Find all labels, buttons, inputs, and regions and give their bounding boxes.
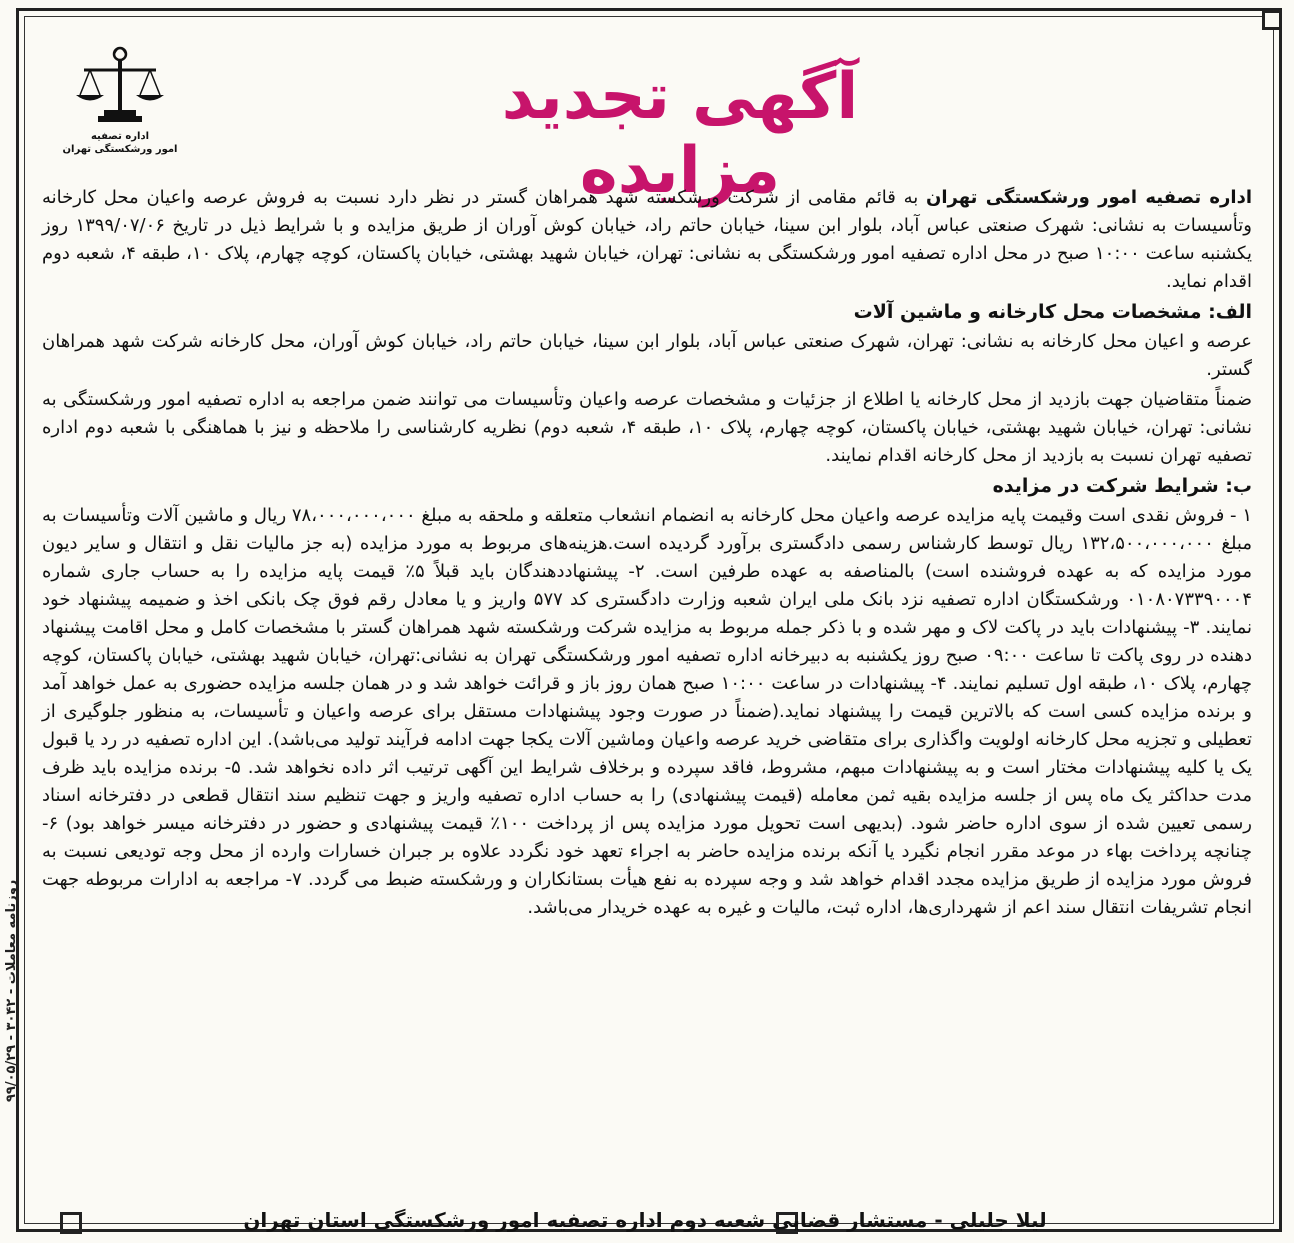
notice-body	[42, 184, 1252, 924]
logo-line-1: اداره تصفیه	[90, 131, 150, 142]
section-b-heading: ب: شرایط شرکت در مزایده	[992, 475, 1252, 497]
org-logo	[60, 40, 180, 170]
section-b-paragraph: ۱ - فروش نقدی است وقیمت پایه مزایده عرصه واعیان محل کارخانه به انضمام انشعاب متعلقه و ملحقه به مبلغ ۷۸،۰۰۰،۰۰۰،۰۰۰ ریال و ماشین آلات وتأسیسات به مبلغ ۱۳۲،۵۰۰،۰۰۰،۰۰۰ ریال توسط کارشناس رسمی دادگستری برآورد گردیده است.هزینه‌های مربوط به مورد مزایده (به جز مالیات نقل و انتقال و سایر دیون مورد مزایده که به عهده فروشنده است) بالمناصفه به عهده طرفین است. ۲- پیشنهاددهندگان باید قبلاً ۵٪ قیمت پایه مزایده را به حساب جاری شماره ۰۱۰۸۰۷۳۳۹۰۰۰۴ ورشکستگان اداره تصفیه نزد بانک ملی ایران شعبه وزارت دادگستری کد ۵۷۷ واریز و یا معادل رقم فوق چک بانکی اخذ و ضمیمه پیشنهاد خود نمایند. ۳- پیشنهادات باید در پاکت لاک و مهر شده و با ذکر جمله مربوط به مزایده شرکت ورشکسته شهد همراهان گستر با مشخصات کامل و محل اقامت پیشنهاد دهنده در روی پاکت تا ساعت ۰۹:۰۰ صبح روز یکشنبه به دبیرخانه اداره تصفیه امور ورشکستگی تهران به نشانی:تهران، خیابان شهید بهشتی، خیابان پاکستان، کوچه چهارم، پلاک ۱۰، طبقه اول تسلیم نمایند. ۴- پیشنهادات در ساعت ۱۰:۰۰ صبح همان روز باز و قرائت خواهد شد و در همان جلسه مزایده حضوری به عمل خواهد آمد و برنده مزایده کسی است که بالاترین قیمت را پیشنهاد نماید.(ضمناً در صورت وجود پیشنهادات مستقل برای عرصه واعیان و تأسیسات، به منظور جلوگیری از تعطیلی و تجزیه محل کارخانه اولویت واگذاری برای متقاضی خرید عرصه واعیان وماشین آلات یکجا جهت ادامه فرآیند تولید می‌باشد). این اداره تصفیه در رد یا قبول یک یا کلیه پیشنهادات مختار است و به پیشنهادات مبهم، مشروط، فاقد سپرده و برخلاف شرایط این آگهی ترتیب اثر داده نخواهد شد. ۵- برنده مزایده باید ظرف مدت حداکثر یک ماه پس از جلسه مزایده بقیه ثمن معامله (قیمت پیشنهادی) را به حساب اداره تصفیه واریز و جهت تنظیم سند انتقال قطعی در دفترخانه اسناد رسمی تعیین شده از سوی اداره حاضر شود. (بدیهی است تحویل مورد مزایده پس از پرداخت ۱۰۰٪ قیمت پیشنهادی و حضور در دفترخانه میسر خواهد بود) ۶- چنانچه پرداخت بهاء در موعد مقرر انجام نگیرد یا آنکه برنده مزایده حاضر به اجراء تعهد خود نگردد علاوه بر جبران خسارات وارده از محل وجه تودیعی نسبت به فروش مورد مزایده از طریق مزایده مجدد اقدام خواهد شد و وجه سپرده به نفع هیأت بستانکاران و ورشکسته ضبط می گردد. ۷- مراجعه به ادارات مربوطه جهت انجام تشریفات انتقال سند اعم از شهرداری‌ها، اداره ثبت، مالیات و غیره به عهده خریدار می‌باشد.	[42, 505, 1253, 918]
scales-of-justice-icon	[70, 40, 170, 130]
newspaper-label: روزنامه معاملات - ۳۰۴۲ - ۹۹/۰۵/۲۹	[4, 880, 19, 1103]
section-a-paragraph-2: ضمناً متقاضیان جهت بازدید از محل کارخانه یا اطلاع از جزئیات و مشخصات عرصه واعیان وتأسیسات می توانند ضمن مراجعه به اداره تصفیه امور ورشکستگی به نشانی: تهران، خیابان شهید بهشتی، خیابان پاکستان، کوچه چهارم، پلاک ۱۰، طبقه ۴، شعبه دوم) نظریه کارشناسی را ملاحظه و نیز با هماهنگی با شعبه دوم اداره تصفیه تهران نسبت به بازدید از محل کارخانه اقدام نمایند.	[42, 389, 1252, 466]
corner-ornament	[1262, 10, 1282, 30]
signature-line: لیلا جلیلی - مستشار قضایی شعبه دوم اداره تصفیه امور ورشکستگی استان تهران	[243, 1208, 1047, 1232]
intro-text: به قائم مقامی از شرکت ورشکسته شهد همراهان گستر در نظر دارد نسبت به فروش عرصه واعیان محل کارخانه وتأسیسات به نشانی: شهرک صنعتی عباس آباد، بلوار ابن سینا، خیابان حاتم راد، خیابان کوش آوران از طریق مزایده و با شرایط ذیل در تاریخ ۱۳۹۹/۰۷/۰۶ روز یکشنبه ساعت ۱۰:۰۰ صبح در محل اداره تصفیه امور ورشکستگی به نشانی: تهران، خیابان شهید بهشتی، خیابان پاکستان، کوچه چهارم، پلاک ۱۰، طبقه ۴، شعبه دوم اقدام نماید.	[42, 187, 1252, 292]
intro-paragraph	[42, 184, 1252, 296]
page-title: آگهی تجدید مزایده	[501, 60, 859, 208]
section-a-paragraph-1: عرصه و اعیان محل کارخانه به نشانی: تهران، شهرک صنعتی عباس آباد، بلوار ابن سینا، خیابان حاتم راد، خیابان کوش آوران، محل کارخانه شرکت شهد همراهان گستر.	[42, 331, 1252, 380]
logo-line-2: امور ورشکستگی تهران	[62, 144, 178, 155]
footer-bracket-left	[60, 1212, 82, 1234]
org-name: اداره تصفیه امور ورشکستگی تهران	[926, 187, 1252, 208]
section-a-heading: الف: مشخصات محل کارخانه و ماشین آلات	[853, 301, 1252, 323]
